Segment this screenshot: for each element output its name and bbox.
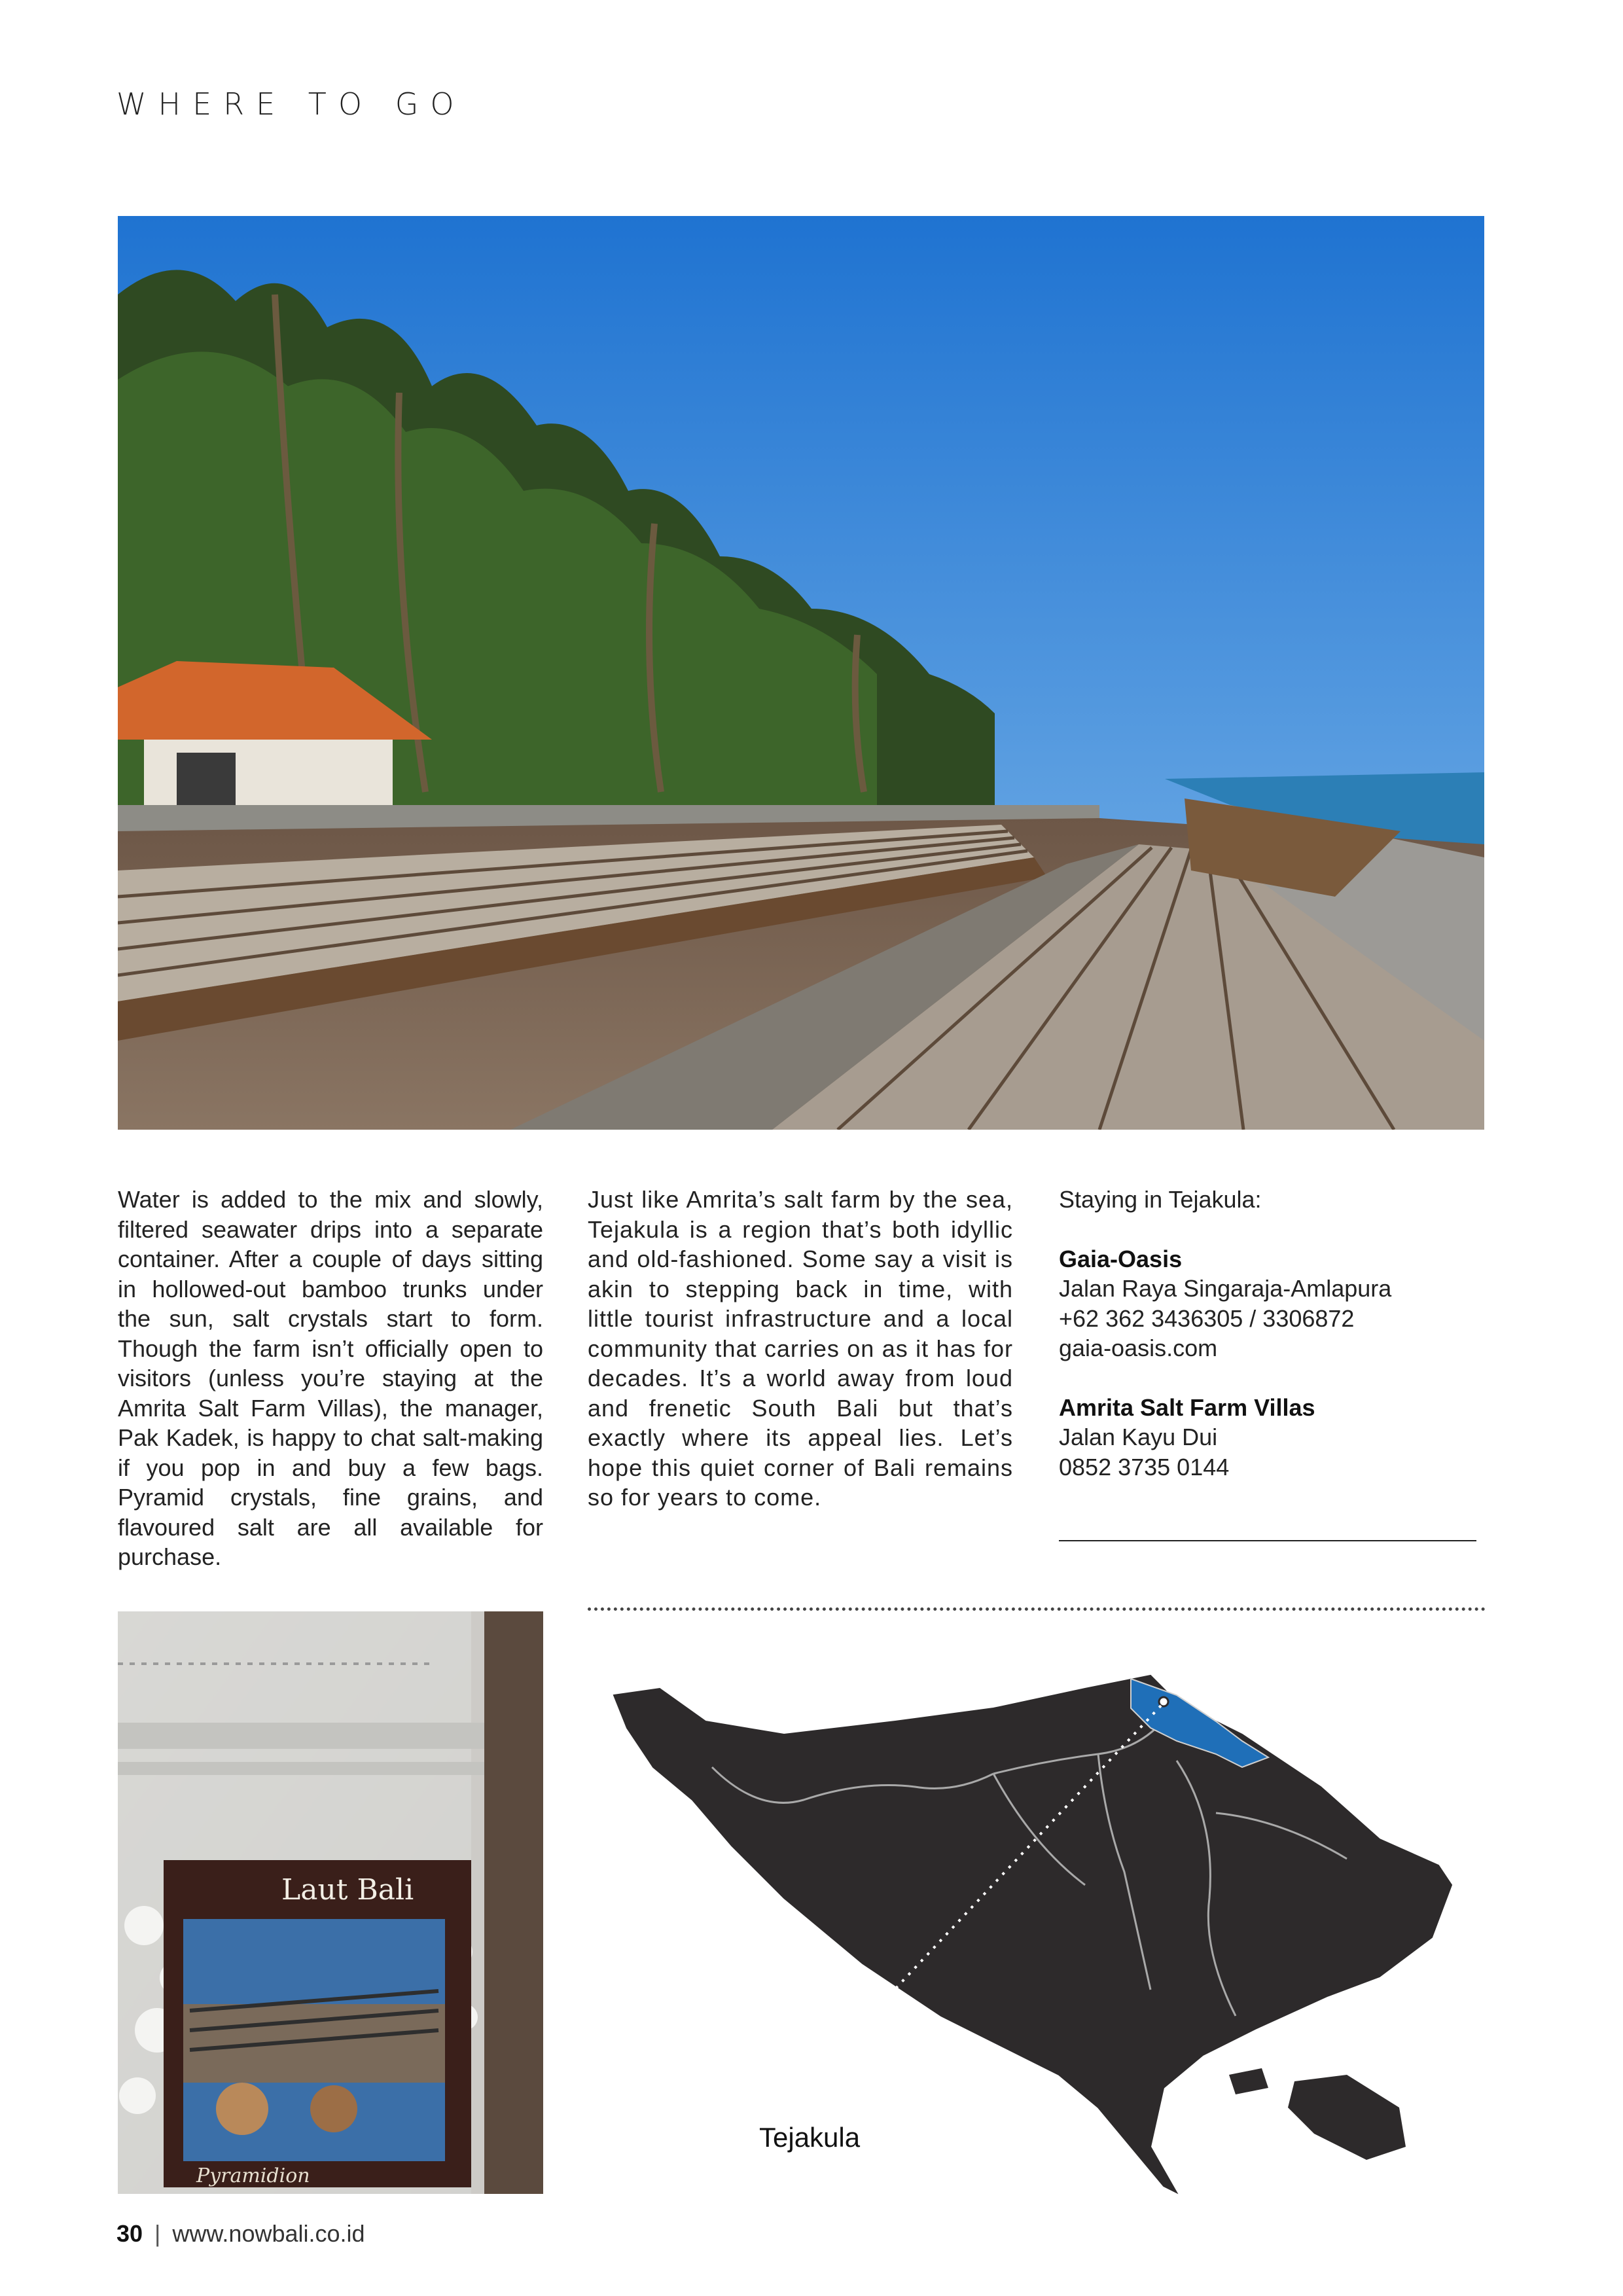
article-paragraph-1: Water is added to the mix and slowly, filtered seawater drips into a separate container. After a couple of days sitting in hollowed-out bamboo trunks under the sun, salt crystals start to form. Though the farm isn’t officially open to visitors (unless you’re staying at the Amrita Salt Farm Villas), the manager, Pak Kadek, is happy to chat salt-making if you pop in and buy a few bags. Pyramid crystals, fine grains, and flavoured salt are all available for purchase.	[118, 1186, 543, 1570]
footer-separator: |	[154, 2220, 161, 2247]
article-column-1	[118, 1185, 543, 1572]
staying-heading: Staying in Tejakula:	[1059, 1186, 1262, 1213]
bag-product-text: Pyramidion	[196, 2164, 310, 2187]
place-phone: +62 362 3436305 / 3306872	[1059, 1304, 1355, 1332]
article-column-2	[588, 1185, 1013, 1513]
place-website[interactable]: gaia-oasis.com	[1059, 1335, 1218, 1361]
page-number: 30	[116, 2220, 143, 2247]
staying-info	[1059, 1185, 1478, 1482]
map-label-tejakula: Tejakula	[759, 2122, 861, 2153]
dotted-divider	[588, 1607, 1486, 1611]
footer-url[interactable]: www.nowbali.co.id	[172, 2220, 365, 2247]
place-name: Amrita Salt Farm Villas	[1059, 1393, 1315, 1421]
place-address: Jalan Kayu Dui	[1059, 1424, 1218, 1450]
place-name: Gaia-Oasis	[1059, 1245, 1183, 1272]
article-paragraph-2: Just like Amrita’s salt farm by the sea, Tejakula is a region that’s both idyllic and old-fashioned. Some say a visit is akin to stepping back in time, with little tourist infrastructure and a local community that carries on as it has for decades. It’s a world away from loud and frenetic South Bali but that’s exactly where its appeal lies. Let’s hope this quiet corner of Bali remains so for years to come.	[588, 1186, 1013, 1511]
tejakula-marker	[1159, 1697, 1168, 1706]
page-footer	[116, 2220, 365, 2248]
section-title: WHERE TO GO	[116, 86, 466, 122]
place-phone: 0852 3735 0144	[1059, 1453, 1230, 1480]
place-address: Jalan Raya Singaraja-Amlapura	[1059, 1275, 1392, 1302]
photo-salt-bag	[118, 1611, 543, 2194]
bag-brand-text: Laut Bali	[281, 1873, 414, 1907]
divider-line	[1059, 1540, 1476, 1541]
nusa-penida-island	[1288, 2075, 1406, 2160]
hero-photo-salt-farm	[118, 216, 1484, 1130]
bali-map	[588, 1649, 1486, 2199]
